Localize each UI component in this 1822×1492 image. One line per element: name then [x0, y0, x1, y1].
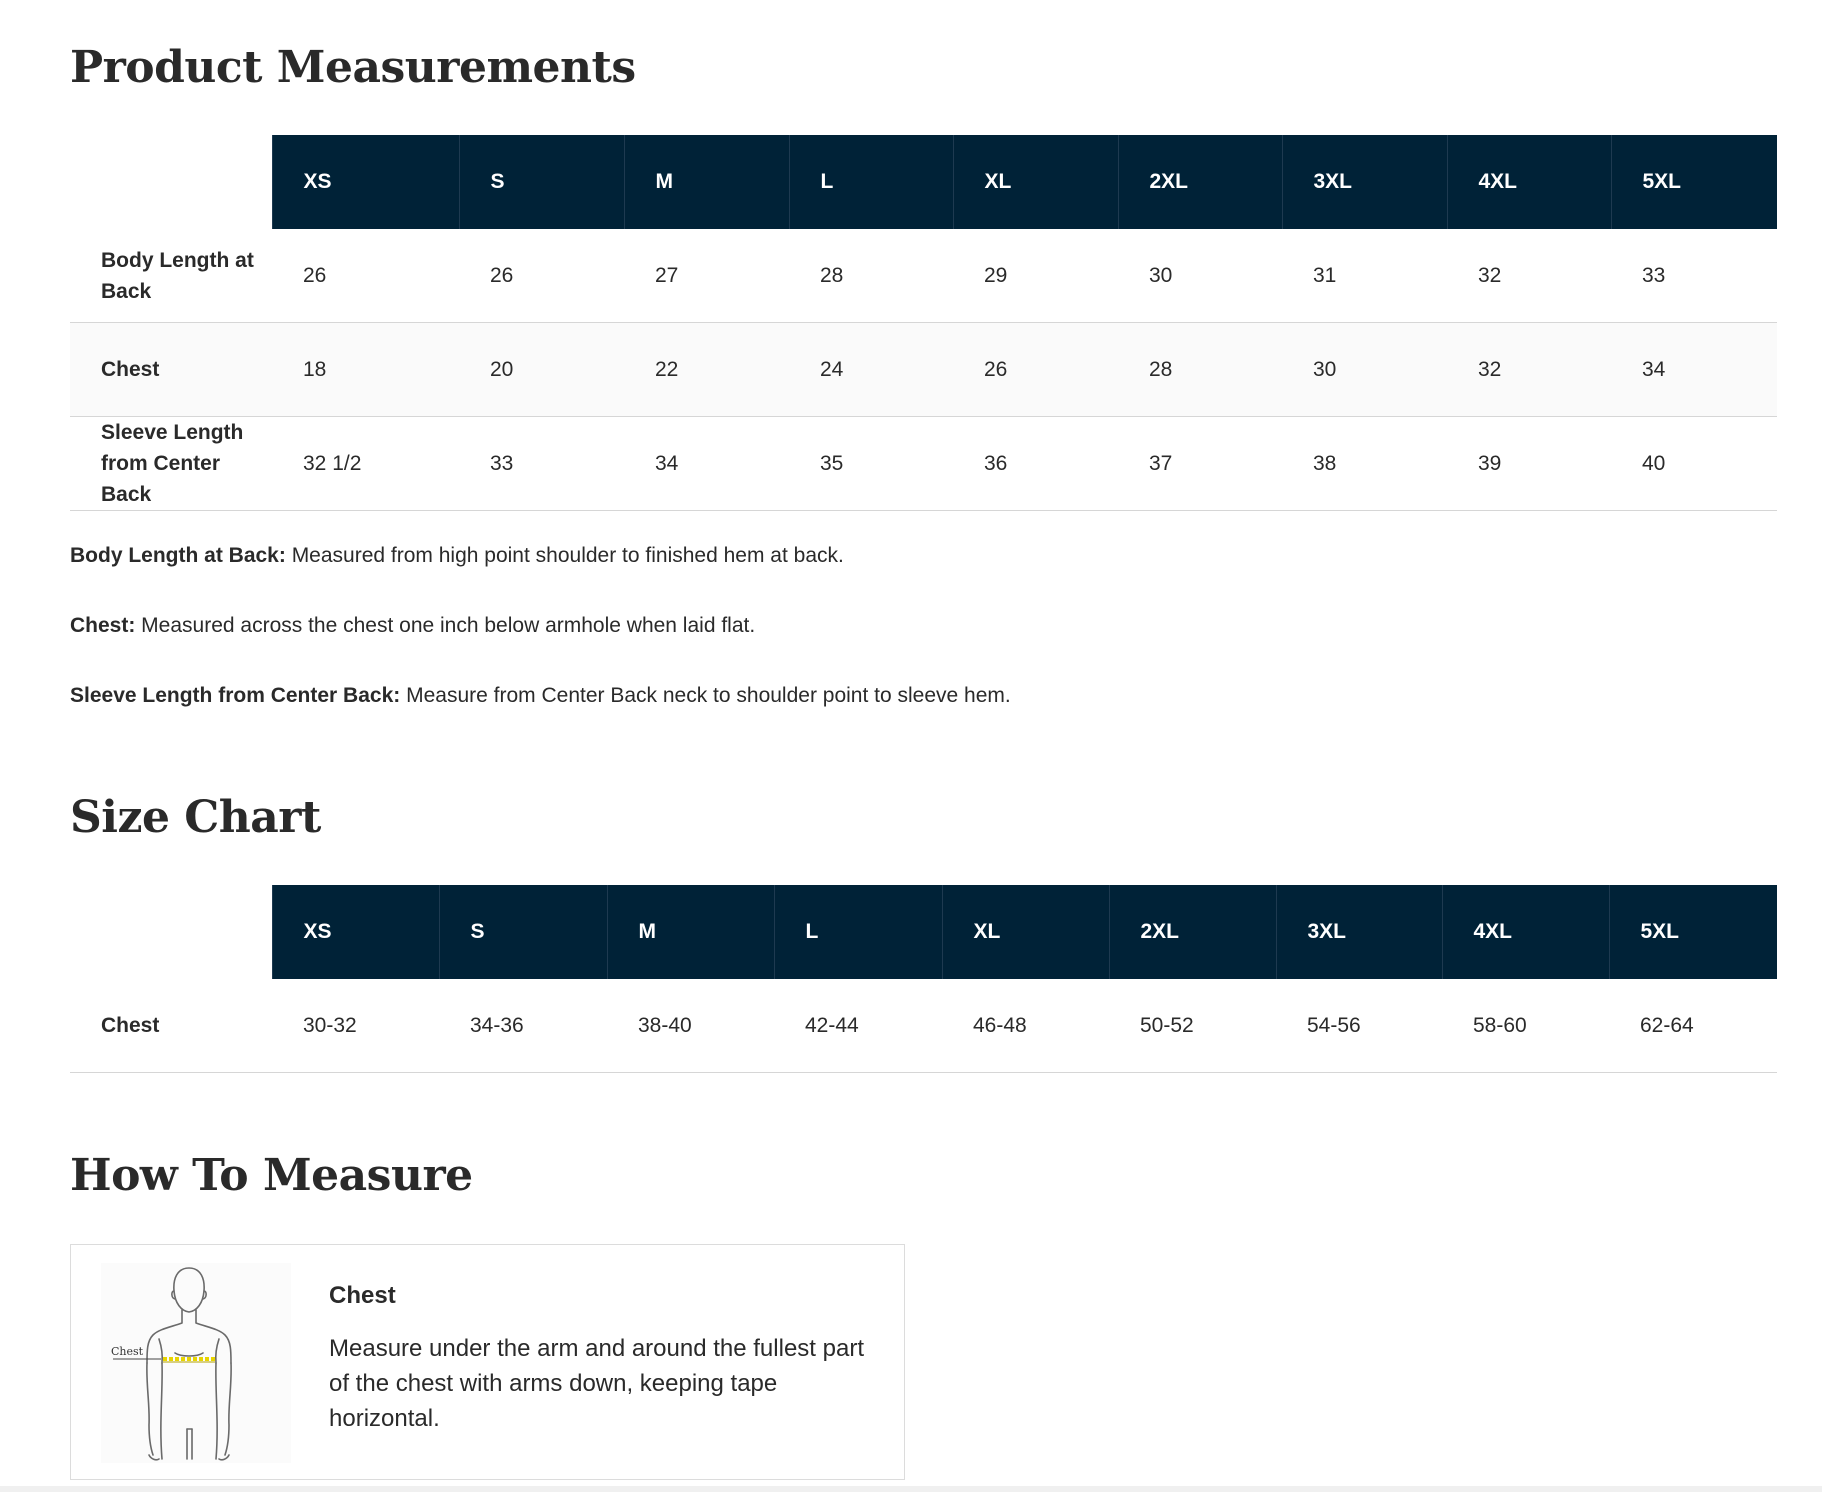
table-cell: 27	[624, 229, 789, 323]
table-cell: 54-56	[1276, 979, 1442, 1073]
measurement-notes	[70, 544, 1011, 754]
size-header: XL	[942, 885, 1109, 979]
table-cell: 31	[1282, 229, 1447, 323]
size-header: XL	[953, 135, 1118, 229]
table-row	[70, 417, 1777, 511]
figure-label: Chest	[111, 1345, 144, 1358]
note-text: Measured from high point shoulder to finished hem at back.	[285, 544, 844, 567]
size-header: M	[607, 885, 774, 979]
table-cell: 32	[1447, 229, 1611, 323]
size-header: 2XL	[1109, 885, 1276, 979]
table-cell: 33	[1611, 229, 1777, 323]
table-row	[70, 979, 1777, 1073]
table-cell: 39	[1447, 417, 1611, 511]
table-cell: 30-32	[272, 979, 439, 1073]
body-outline-icon	[101, 1263, 291, 1463]
table-cell: 32	[1447, 323, 1611, 417]
table-cell: 26	[272, 229, 459, 323]
size-chart-header-row	[70, 885, 1777, 979]
size-header: S	[459, 135, 624, 229]
table-cell: 29	[953, 229, 1118, 323]
size-chart-heading: Size Chart	[70, 792, 321, 843]
table-cell: 18	[272, 323, 459, 417]
how-to-measure-heading: How To Measure	[70, 1150, 473, 1201]
table-cell: 37	[1118, 417, 1282, 511]
page-bottom-edge	[0, 1486, 1822, 1492]
note-term: Body Length at Back:	[70, 544, 286, 567]
table-row	[70, 323, 1777, 417]
table-cell: 40	[1611, 417, 1777, 511]
table-cell: 34-36	[439, 979, 607, 1073]
table-cell: 38	[1282, 417, 1447, 511]
note-text: Measure from Center Back neck to shoulder point to sleeve hem.	[400, 684, 1011, 707]
table-cell: 33	[459, 417, 624, 511]
size-header: L	[774, 885, 942, 979]
size-header: XS	[272, 885, 439, 979]
size-header: S	[439, 885, 607, 979]
chest-measurement-figure	[101, 1263, 291, 1463]
table-cell: 20	[459, 323, 624, 417]
note-term: Chest:	[70, 614, 136, 637]
size-header: 3XL	[1276, 885, 1442, 979]
table-cell: 46-48	[942, 979, 1109, 1073]
note-text: Measured across the chest one inch below armhole when laid flat.	[135, 614, 756, 637]
header-corner	[70, 885, 272, 979]
table-cell: 30	[1282, 323, 1447, 417]
table-cell: 26	[459, 229, 624, 323]
table-cell: 24	[789, 323, 953, 417]
row-label: Sleeve Length from Center Back	[70, 417, 272, 511]
table-cell: 38-40	[607, 979, 774, 1073]
table-cell: 62-64	[1609, 979, 1777, 1073]
table-row	[70, 229, 1777, 323]
table-cell: 28	[789, 229, 953, 323]
table-cell: 34	[624, 417, 789, 511]
table-cell: 22	[624, 323, 789, 417]
table-cell: 58-60	[1442, 979, 1609, 1073]
row-label: Chest	[70, 979, 272, 1073]
table-cell: 35	[789, 417, 953, 511]
note-body-length	[70, 544, 1011, 567]
table-cell: 26	[953, 323, 1118, 417]
size-header: 5XL	[1611, 135, 1777, 229]
chest-description: Measure under the arm and around the fullest part of the chest with arms down, keeping tape horizontal.	[329, 1335, 864, 1432]
note-term: Sleeve Length from Center Back:	[70, 684, 401, 707]
table-cell: 36	[953, 417, 1118, 511]
measurements-heading: Product Measurements	[70, 42, 636, 93]
header-corner	[70, 135, 272, 229]
size-chart-table	[70, 885, 1777, 1073]
note-sleeve	[70, 684, 1011, 707]
size-header: 5XL	[1609, 885, 1777, 979]
size-header: XS	[272, 135, 459, 229]
table-cell: 28	[1118, 323, 1282, 417]
table-cell: 32 1/2	[272, 417, 459, 511]
size-header: 4XL	[1442, 885, 1609, 979]
size-header: L	[789, 135, 953, 229]
note-chest	[70, 614, 1011, 637]
size-header: 4XL	[1447, 135, 1611, 229]
row-label: Body Length at Back	[70, 229, 272, 323]
size-header: 2XL	[1118, 135, 1282, 229]
row-label: Chest	[70, 323, 272, 417]
chest-title: Chest	[329, 1282, 396, 1309]
measurements-header-row	[70, 135, 1777, 229]
measurements-table	[70, 135, 1777, 511]
size-header: M	[624, 135, 789, 229]
table-cell: 34	[1611, 323, 1777, 417]
table-cell: 30	[1118, 229, 1282, 323]
size-header: 3XL	[1282, 135, 1447, 229]
table-cell: 42-44	[774, 979, 942, 1073]
how-to-measure-card	[70, 1244, 905, 1480]
table-cell: 50-52	[1109, 979, 1276, 1073]
